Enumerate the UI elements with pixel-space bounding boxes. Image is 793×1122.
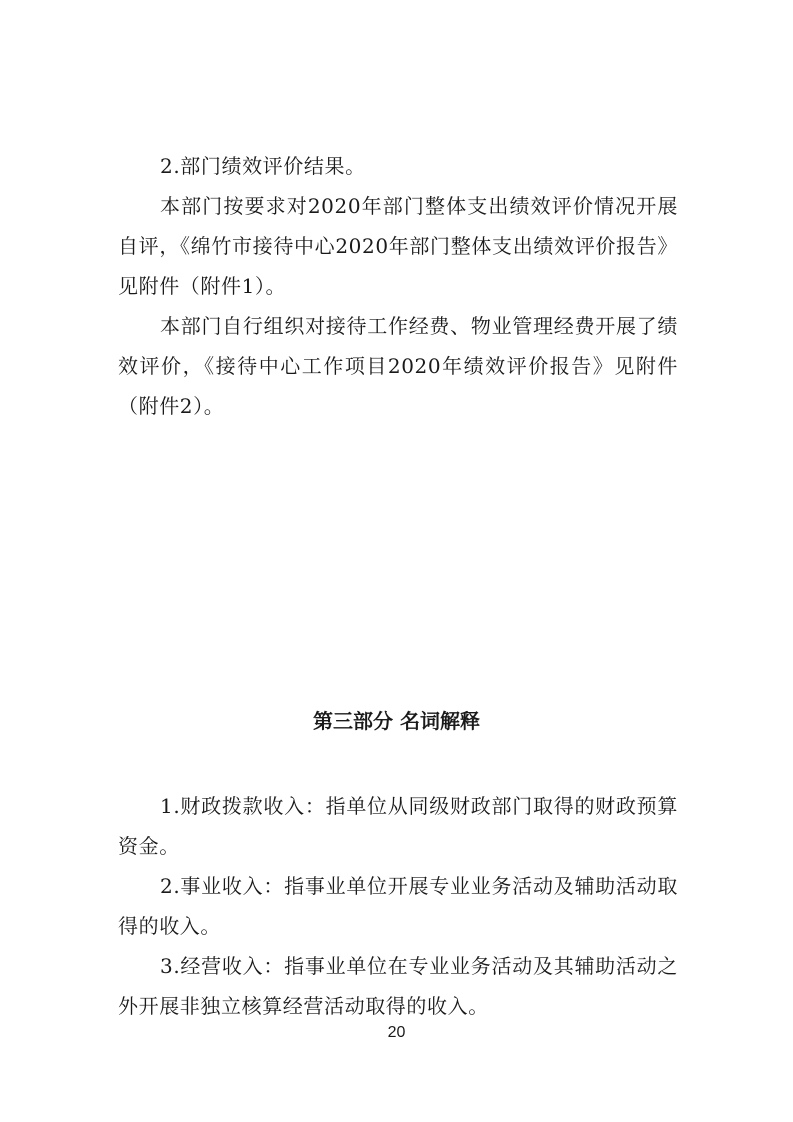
term-fiscal-appropriation-income: 1.财政拨款收入：指单位从同级财政部门取得的财政预算资金。 bbox=[118, 794, 678, 858]
item-2-title: 2.部门绩效评价结果。 bbox=[160, 154, 366, 178]
page-number: 20 bbox=[387, 1024, 406, 1041]
term-operating-income: 3.经营收入：指事业单位在专业业务活动及其辅助活动之外开展非独立核算经营活动取得的收入。 bbox=[118, 954, 678, 1018]
term-business-income: 2.事业收入：指事业单位开展专业业务活动及辅助活动取得的收入。 bbox=[118, 874, 678, 938]
paragraph-project-evaluation: 本部门自行组织对接待工作经费、物业管理经费开展了绩效评价，《接待中心工作项目2020年绩效评价报告》见附件（附件2）。 bbox=[118, 314, 678, 418]
paragraph-self-evaluation: 本部门按要求对2020年部门整体支出绩效评价情况开展自评，《绵竹市接待中心2020年部门整体支出绩效评价报告》见附件（附件1）。 bbox=[118, 194, 678, 298]
section-heading: 第三部分 名词解释 bbox=[313, 709, 480, 733]
